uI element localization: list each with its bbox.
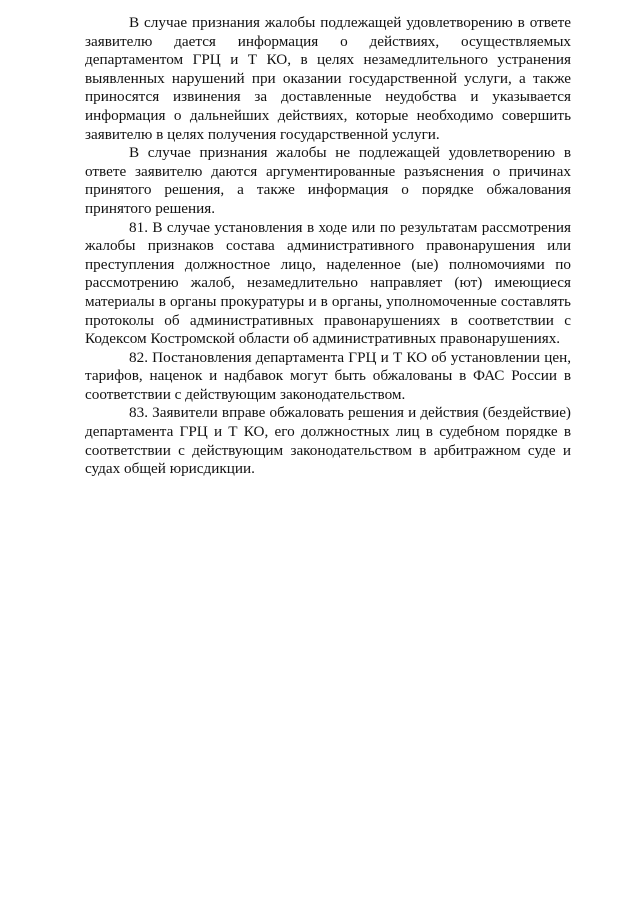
paragraph-clause-82: 82. Постановления департамента ГРЦ и Т КО об установлении цен, тарифов, наценок и надбавок могут быть обжалованы в ФАС России в соответствии с действующим законодательством. — [85, 348, 571, 403]
paragraph-complaint-rejected: В случае признания жалобы не подлежащей удовлетворению в ответе заявителю даются аргументированные разъяснения о причинах принятого решения, а также информация о порядке обжалования принятого решения. — [85, 144, 571, 217]
document-body — [85, 14, 571, 479]
paragraph-clause-81: 81. В случае установления в ходе или по результатам рассмотрения жалобы признаков состава административного правонарушения или преступления должностное лицо, наделенное (ые) полномочиями по рассмотрению жалоб, незамедлительно направляет (ют) имеющиеся материалы в органы прокуратуры и в органы, уполномоченные составлять протоколы об административных правонарушениях в соответствии с Кодексом Костромской области об административных правонарушениях. — [85, 218, 571, 348]
paragraph-clause-83: 83. Заявители вправе обжаловать решения и действия (бездействие) департамента ГРЦ и Т КО, его должностных лиц в судебном порядке в соответствии с действующим законодательством в арбитражном суде и судах общей юрисдикции. — [85, 404, 571, 478]
paragraph-complaint-satisfied: В случае признания жалобы подлежащей удовлетворению в ответе заявителю дается информация о действиях, осуществляемых департаментом ГРЦ и Т КО, в целях незамедлительного устранения выявленных нарушений при оказании государственной услуги, а также приносятся извинения за доставленные неудобства и указывается информация о дальнейших действиях, которые необходимо совершить заявителю в целях получения государственной услуги. — [85, 14, 571, 143]
